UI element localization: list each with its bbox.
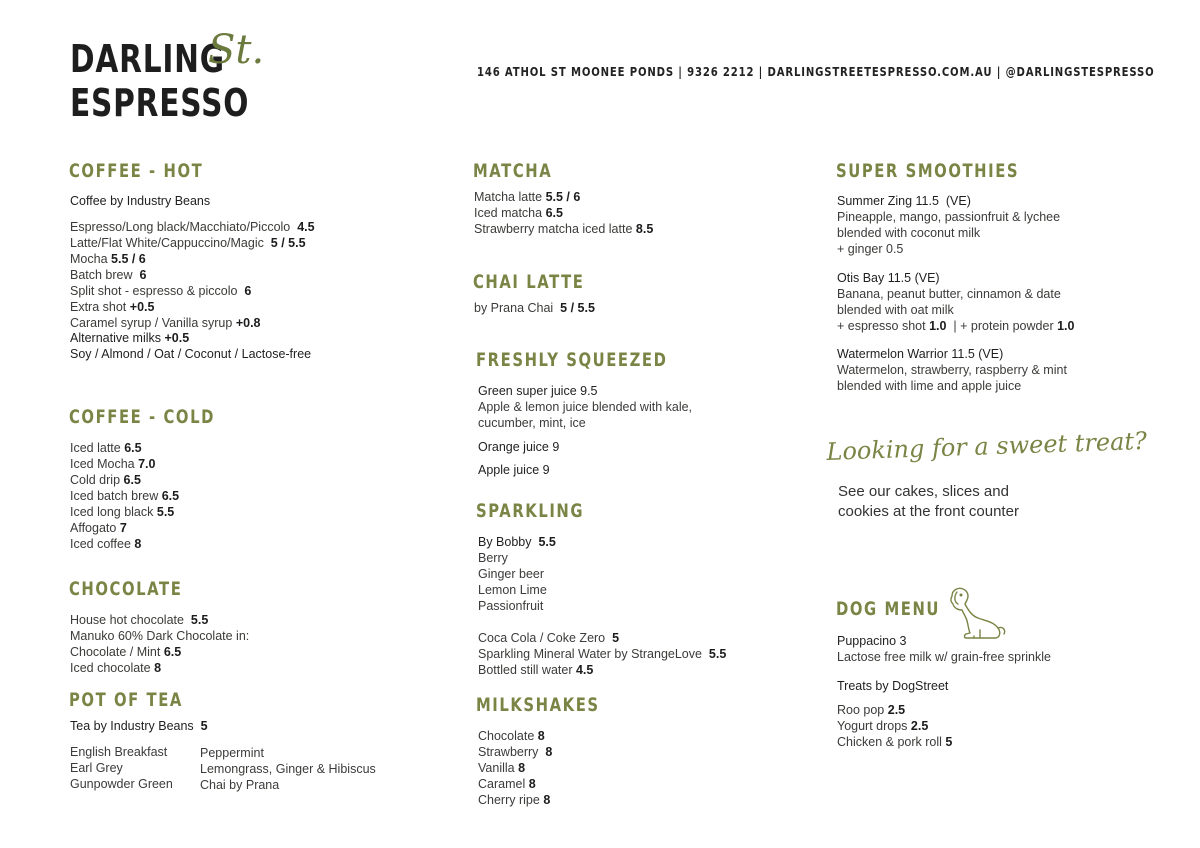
juice-item: Orange juice 9	[478, 440, 560, 454]
menu-item: Roo pop 2.5	[837, 703, 906, 717]
juice-description: cucumber, mint, ice	[478, 416, 586, 430]
heading-sparkling: SPARKLING	[476, 500, 585, 522]
menu-item: Iced latte 6.5	[70, 441, 142, 455]
heading-chocolate: CHOCOLATE	[69, 578, 183, 600]
sweet-treat-script: Looking for a sweet treat?	[826, 426, 1148, 466]
dog-icon	[946, 586, 1012, 642]
menu-item: Caramel 8	[478, 777, 536, 791]
menu-item: Iced Mocha 7.0	[70, 457, 156, 471]
menu-item: Coca Cola / Coke Zero 5	[478, 631, 620, 645]
dog-item: Puppacino 3	[837, 634, 907, 648]
sparkling-flavour: Ginger beer	[478, 567, 545, 581]
logo-st-script: St.	[208, 27, 265, 73]
heading-coffee-cold: COFFEE - COLD	[69, 406, 215, 428]
tea-item: Peppermint	[200, 746, 264, 760]
tea-item: English Breakfast	[70, 745, 168, 759]
menu-item: Iced coffee 8	[70, 537, 142, 551]
menu-item: Mocha 5.5 / 6	[70, 252, 146, 266]
juice-description: Apple & lemon juice blended with kale,	[478, 400, 693, 414]
menu-item: Iced chocolate 8	[70, 661, 162, 675]
menu-item: Alternative milks +0.5	[70, 331, 190, 345]
logo-darling: DARLING	[70, 37, 225, 81]
menu-item: Vanilla 8	[478, 761, 526, 775]
smoothie-description: Banana, peanut butter, cinnamon & date	[837, 287, 1061, 301]
heading-coffee-hot: COFFEE - HOT	[69, 160, 204, 182]
heading-super-smoothies: SUPER SMOOTHIES	[836, 160, 1020, 182]
menu-item: Extra shot +0.5	[70, 300, 155, 314]
menu-item: Espresso/Long black/Macchiato/Piccolo 4.5	[70, 220, 315, 234]
smoothie-title: Watermelon Warrior 11.5 (VE)	[837, 347, 1004, 361]
menu-item: Split shot - espresso & piccolo 6	[70, 284, 252, 298]
menu-item: Iced batch brew 6.5	[70, 489, 180, 503]
menu-item: Iced long black 5.5	[70, 505, 175, 519]
menu-item: Chocolate / Mint 6.5	[70, 645, 182, 659]
sparkling-flavour: Passionfruit	[478, 599, 544, 613]
menu-item: Latte/Flat White/Cappuccino/Magic 5 / 5.5	[70, 236, 306, 250]
contact-line: 146 ATHOL ST MOONEE PONDS | 9326 2212 | DARLINGSTREETESPRESSO.COM.AU | @DARLINGSTESPRESSO	[477, 65, 1155, 79]
menu-item: Batch brew 6	[70, 268, 147, 282]
tea-subheading: Tea by Industry Beans 5	[70, 719, 208, 733]
sparkling-flavour: Berry	[478, 551, 508, 565]
menu-item: Matcha latte 5.5 / 6	[474, 190, 581, 204]
menu-item: Strawberry matcha iced latte 8.5	[474, 222, 654, 236]
smoothie-description: Pineapple, mango, passionfruit & lychee	[837, 210, 1061, 224]
menu-item: Cherry ripe 8	[478, 793, 551, 807]
menu-item: Caramel syrup / Vanilla syrup +0.8	[70, 316, 261, 330]
dog-item-description: Lactose free milk w/ grain-free sprinkle	[837, 650, 1051, 664]
heading-pot-of-tea: POT OF TEA	[69, 689, 183, 711]
menu-item: Sparkling Mineral Water by StrangeLove 5.5	[478, 647, 727, 661]
heading-freshly-squeezed: FRESHLY SQUEEZED	[476, 349, 668, 371]
smoothie-title: Otis Bay 11.5 (VE)	[837, 271, 940, 285]
coffee-hot-subheading: Coffee by Industry Beans	[70, 194, 211, 208]
menu-item: Bottled still water 4.5	[478, 663, 594, 677]
menu-item: Iced matcha 6.5	[474, 206, 563, 220]
smoothie-description: blended with coconut milk	[837, 226, 981, 240]
heading-dog-menu: DOG MENU	[836, 598, 941, 620]
sweet-treat-line: cookies at the front counter	[838, 503, 1019, 520]
tea-item: Gunpowder Green	[70, 777, 173, 791]
juice-item: Green super juice 9.5	[478, 384, 598, 398]
menu-item: Chicken & pork roll 5	[837, 735, 953, 749]
smoothie-title: Summer Zing 11.5 (VE)	[837, 194, 971, 208]
dog-treats-subheading: Treats by DogStreet	[837, 679, 949, 693]
smoothie-addon: + espresso shot 1.0 | + protein powder 1.0	[837, 319, 1075, 333]
heading-chai-latte: CHAI LATTE	[473, 271, 585, 293]
tea-item: Lemongrass, Ginger & Hibiscus	[200, 762, 376, 776]
sparkling-flavour: Lemon Lime	[478, 583, 547, 597]
menu-item: Strawberry 8	[478, 745, 553, 759]
juice-item: Apple juice 9	[478, 463, 550, 477]
alt-milks-list: Soy / Almond / Oat / Coconut / Lactose-free	[70, 347, 312, 361]
tea-item: Chai by Prana	[200, 778, 280, 792]
sweet-treat-line: See our cakes, slices and	[838, 483, 1009, 500]
tea-item: Earl Grey	[70, 761, 123, 775]
menu-item: Chocolate 8	[478, 729, 545, 743]
logo-espresso: ESPRESSO	[70, 81, 250, 125]
menu-item: Affogato 7	[70, 521, 127, 535]
smoothie-addon: + ginger 0.5	[837, 242, 904, 256]
smoothie-description: Watermelon, strawberry, raspberry & mint	[837, 363, 1067, 377]
heading-matcha: MATCHA	[473, 160, 553, 182]
smoothie-description: blended with oat milk	[837, 303, 954, 317]
menu-item: Manuko 60% Dark Chocolate in:	[70, 629, 250, 643]
menu-item: Cold drip 6.5	[70, 473, 141, 487]
heading-milkshakes: MILKSHAKES	[476, 694, 600, 716]
smoothie-description: blended with lime and apple juice	[837, 379, 1022, 393]
sparkling-subheading: By Bobby 5.5	[478, 535, 556, 549]
menu-item: Yogurt drops 2.5	[837, 719, 929, 733]
menu-item: House hot chocolate 5.5	[70, 613, 209, 627]
menu-item: by Prana Chai 5 / 5.5	[474, 301, 595, 315]
